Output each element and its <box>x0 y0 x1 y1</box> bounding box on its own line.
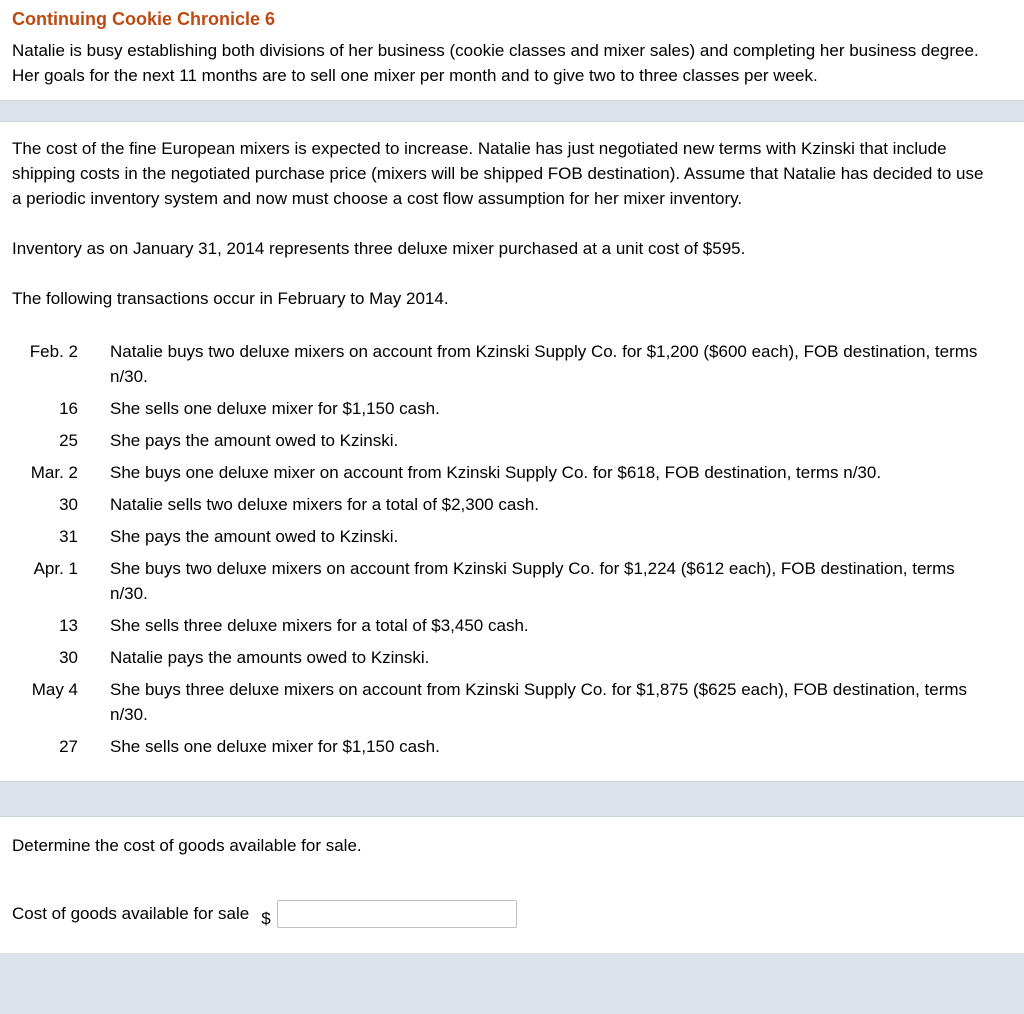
currency-symbol: $ <box>261 909 271 928</box>
intro-paragraph: Natalie is busy establishing both divisions of her business (cookie classes and mixer sales) and completing her business degree. Her goals for the next 11 months are to sell one mixer per month and to give two to three classes per week. <box>12 41 979 85</box>
question-section <box>0 817 1024 953</box>
transaction-row <box>12 393 984 425</box>
transaction-row <box>12 731 984 763</box>
transaction-date: 13 <box>59 616 78 635</box>
transaction-date: 30 <box>59 495 78 514</box>
answer-label: Cost of goods available for sale <box>12 904 250 923</box>
transaction-description: She buys three deluxe mixers on account from Kzinski Supply Co. for $1,875 ($625 each), FOB destination, terms n/30. <box>110 680 968 724</box>
transaction-date: May 4 <box>31 680 78 699</box>
transaction-description: She buys one deluxe mixer on account from Kzinski Supply Co. for $618, FOB destination, terms n/30. <box>110 463 882 482</box>
transactions-table <box>12 336 984 763</box>
transaction-row <box>12 674 984 731</box>
transactions-intro-paragraph: The following transactions occur in February to May 2014. <box>12 289 449 308</box>
transaction-description: She buys two deluxe mixers on account from Kzinski Supply Co. for $1,224 ($612 each), FOB destination, terms n/30. <box>110 559 955 603</box>
transaction-row <box>12 336 984 393</box>
transaction-date: Mar. 2 <box>30 463 78 482</box>
transaction-date: 16 <box>59 399 78 418</box>
transaction-description: Natalie buys two deluxe mixers on account from Kzinski Supply Co. for $1,200 ($600 each), FOB destination, terms n/30. <box>110 342 978 386</box>
transaction-row <box>12 610 984 642</box>
answer-input[interactable] <box>277 900 517 928</box>
transaction-date: 31 <box>59 527 78 546</box>
transaction-description: Natalie pays the amounts owed to Kzinski. <box>110 648 430 667</box>
problem-section <box>0 122 1024 781</box>
page-title: Continuing Cookie Chronicle 6 <box>12 9 276 29</box>
transaction-row <box>12 642 984 674</box>
section-divider <box>0 100 1024 122</box>
transaction-row <box>12 425 984 457</box>
transaction-date: Feb. 2 <box>29 342 78 361</box>
transaction-description: She pays the amount owed to Kzinski. <box>110 527 399 546</box>
transaction-row <box>12 521 984 553</box>
transaction-description: Natalie sells two deluxe mixers for a total of $2,300 cash. <box>110 495 539 514</box>
intro-section <box>0 0 1024 100</box>
transaction-description: She sells three deluxe mixers for a total of $3,450 cash. <box>110 616 529 635</box>
transaction-date: 25 <box>59 431 78 450</box>
answer-row <box>12 896 990 931</box>
transaction-date: 30 <box>59 648 78 667</box>
inventory-paragraph: Inventory as on January 31, 2014 represents three deluxe mixer purchased at a unit cost of $595. <box>12 239 746 258</box>
section-divider <box>0 781 1024 817</box>
transaction-description: She sells one deluxe mixer for $1,150 cash. <box>110 737 440 756</box>
transaction-row <box>12 553 984 610</box>
problem-paragraph: The cost of the fine European mixers is expected to increase. Natalie has just negotiated new terms with Kzinski that include shipping costs in the negotiated purchase price (mixers will be shipped FOB destination). Assume that Natalie has decided to use a periodic inventory system and now must choose a cost flow assumption for her mixer inventory. <box>12 139 984 208</box>
transaction-date: Apr. 1 <box>33 559 78 578</box>
transaction-row <box>12 457 984 489</box>
transaction-description: She pays the amount owed to Kzinski. <box>110 431 399 450</box>
transaction-date: 27 <box>59 737 78 756</box>
transaction-row <box>12 489 984 521</box>
question-prompt: Determine the cost of goods available for sale. <box>12 836 362 855</box>
transaction-description: She sells one deluxe mixer for $1,150 cash. <box>110 399 440 418</box>
